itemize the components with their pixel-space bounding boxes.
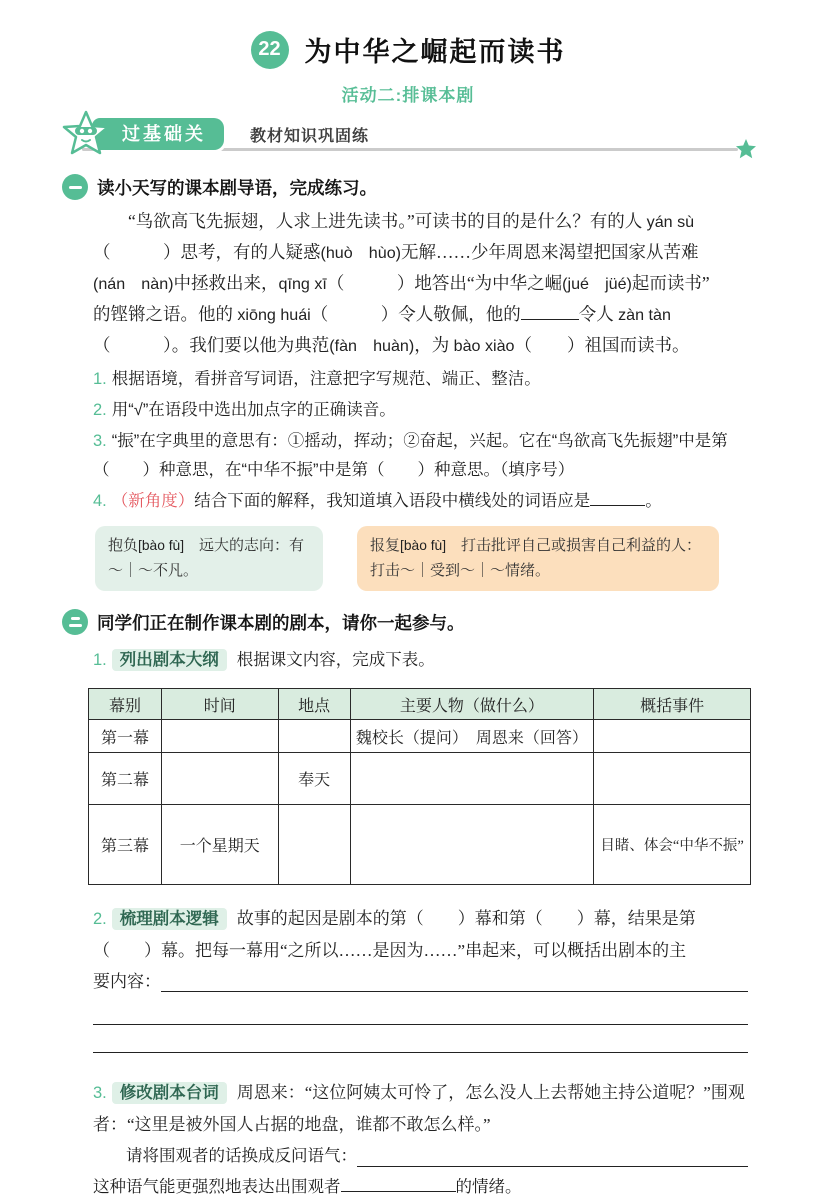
- question-1: [93, 365, 748, 394]
- answer-underline: [161, 991, 748, 992]
- activity-subtitle: 活动二:排课本剧: [341, 86, 475, 105]
- table-header-cell: 幕别: [89, 689, 162, 720]
- task-2-answer-label: 要内容：: [93, 972, 161, 991]
- section-one-title: 读小天写的课本剧导语，完成练习。: [97, 177, 377, 198]
- table-cell: [161, 753, 278, 805]
- table-row: [89, 720, 751, 753]
- table-header-cell: 地点: [278, 689, 350, 720]
- table-header-cell: 主要人物（做什么）: [350, 689, 594, 720]
- definition-box-baofu-aspiration: 抱负[bào fù] 远大的志向：有～｜～不凡。: [95, 526, 323, 591]
- table-header-cell: 时间: [161, 689, 278, 720]
- passage-text: “鸟欲高飞先振翅，人求上进先读书。”可读书的目的是什么？有的人 yán sù （ ）思考，有的人疑惑 •(huò hùo)无解……少年周恩来渴望把国家从苦难 • (nán nàn)中拯救出来，qīng xī（ ）地答出“为中华之崛 •(jué jüé)起而读书” 的铿锵之语。他的 xiōng huái（ ）令人敬佩，他的 令人 zàn tàn （ ）。我们要以他为典范 •(fàn huàn)，为 bào xiào（ ）祖国而读书。: [93, 206, 748, 361]
- task-2-line-b: （ ）幕。把每一幕用“之所以……是因为……”串起来，可以概括出剧本的主: [93, 941, 687, 960]
- line-end-star-icon: [736, 139, 756, 159]
- table-cell: 一个星期天: [161, 805, 278, 885]
- table-cell: [278, 805, 350, 885]
- section-one-bubble-icon: [62, 174, 88, 200]
- table-cell: [350, 753, 594, 805]
- table-cell: [594, 753, 751, 805]
- answer-line-1: [93, 1024, 748, 1025]
- section-two-bubble-icon: [62, 609, 88, 635]
- table-row: [89, 753, 751, 805]
- task-3-number: 3.: [93, 1084, 107, 1102]
- table-row: [89, 805, 751, 885]
- task-3-dialogue-text: 周恩来：“这位阿姨太可怜了，怎么没人上去帮她主持公道呢？”围观者：“这里是被外国人占据的地盘，谁都不敢怎么样。”: [93, 1083, 745, 1134]
- table-cell: [161, 720, 278, 753]
- basics-band: [78, 118, 748, 158]
- task-1-text: 根据课文内容，完成下表。: [236, 651, 435, 669]
- answer-line-2: [93, 1052, 748, 1053]
- task-3-rewrite-label: 请将围观者的话换成反问语气：: [126, 1147, 357, 1165]
- task-2-number: 2.: [93, 910, 107, 928]
- task-2-badge: 梳理剧本逻辑: [112, 908, 227, 930]
- task-3-rewrite-line: [93, 1141, 748, 1172]
- table-cell: 第三幕: [89, 805, 162, 885]
- question-3-text: “振”在字典里的意思有：①摇动，挥动；②奋起，兴起。它在“鸟欲高飞先振翅”中是第（ ）种意思，在“中华不振”中是第（ ）种意思。（填序号）: [93, 432, 728, 479]
- question-4: [93, 487, 748, 516]
- task-2-line-a: [93, 903, 748, 935]
- table-cell: [594, 720, 751, 753]
- lesson-number-badge: 22: [251, 31, 289, 69]
- section-one-heading: [62, 174, 816, 200]
- task-1-badge: 列出剧本大纲: [112, 649, 227, 671]
- task-3-lines: [93, 1077, 748, 1203]
- answer-underline: [357, 1166, 748, 1167]
- question-list: [93, 365, 748, 516]
- task-2-logic: [93, 903, 748, 997]
- task-3-badge: 修改剧本台词: [112, 1082, 227, 1104]
- task-1-number: 1.: [93, 651, 107, 669]
- question-2: [93, 396, 748, 425]
- table-cell: 奉天: [278, 753, 350, 805]
- question-4-text: （新角度）结合下面的解释，我知道填入语段中横线处的词语应是 。: [112, 492, 662, 510]
- star-mascot-icon: [62, 110, 110, 160]
- task-3-last-line: 这种语气能更强烈地表达出围观者 的情绪。: [93, 1172, 748, 1203]
- table-cell: 魏校长（提问） 周恩来（回答）: [350, 720, 594, 753]
- question-2-number: 2.: [93, 401, 107, 419]
- question-2-text: 用“√”在语段中选出加点字的正确读音。: [111, 401, 396, 419]
- table-header-cell: 概括事件: [594, 689, 751, 720]
- task-2-text-a: 故事的起因是剧本的第（ ）幕和第（ ）幕，结果是第: [236, 909, 696, 928]
- task-3-dialogue: [93, 1077, 748, 1141]
- page-header: [0, 0, 816, 106]
- question-3-number: 3.: [93, 432, 107, 450]
- definition-boxes: [95, 526, 816, 591]
- question-4-number: 4.: [93, 492, 107, 510]
- script-outline-table: [88, 688, 751, 885]
- table-cell: 目睹、体会“中华不振”: [594, 805, 751, 885]
- question-3: [93, 427, 748, 485]
- task-1-outline: [93, 645, 748, 676]
- table-cell: [278, 720, 350, 753]
- question-1-number: 1.: [93, 370, 107, 388]
- definition-box-baofu-revenge: 报复[bào fù] 打击批评自己或损害自己利益的人：打击～｜受到～｜～情绪。: [357, 526, 719, 591]
- section-two-heading: [62, 609, 816, 635]
- table-cell: 第二幕: [89, 753, 162, 805]
- band-tagline: 教材知识巩固练: [250, 128, 370, 145]
- table-cell: 第一幕: [89, 720, 162, 753]
- table-cell: [350, 805, 594, 885]
- task-2-line-c: [93, 966, 748, 997]
- basics-badge: 过基础关: [92, 118, 224, 150]
- page-title: 为中华之崛起而读书: [304, 37, 566, 67]
- section-two-title: 同学们正在制作课本剧的剧本，请你一起参与。: [97, 612, 465, 633]
- question-1-text: 根据语境，看拼音写词语，注意把字写规范、端正、整洁。: [111, 370, 541, 388]
